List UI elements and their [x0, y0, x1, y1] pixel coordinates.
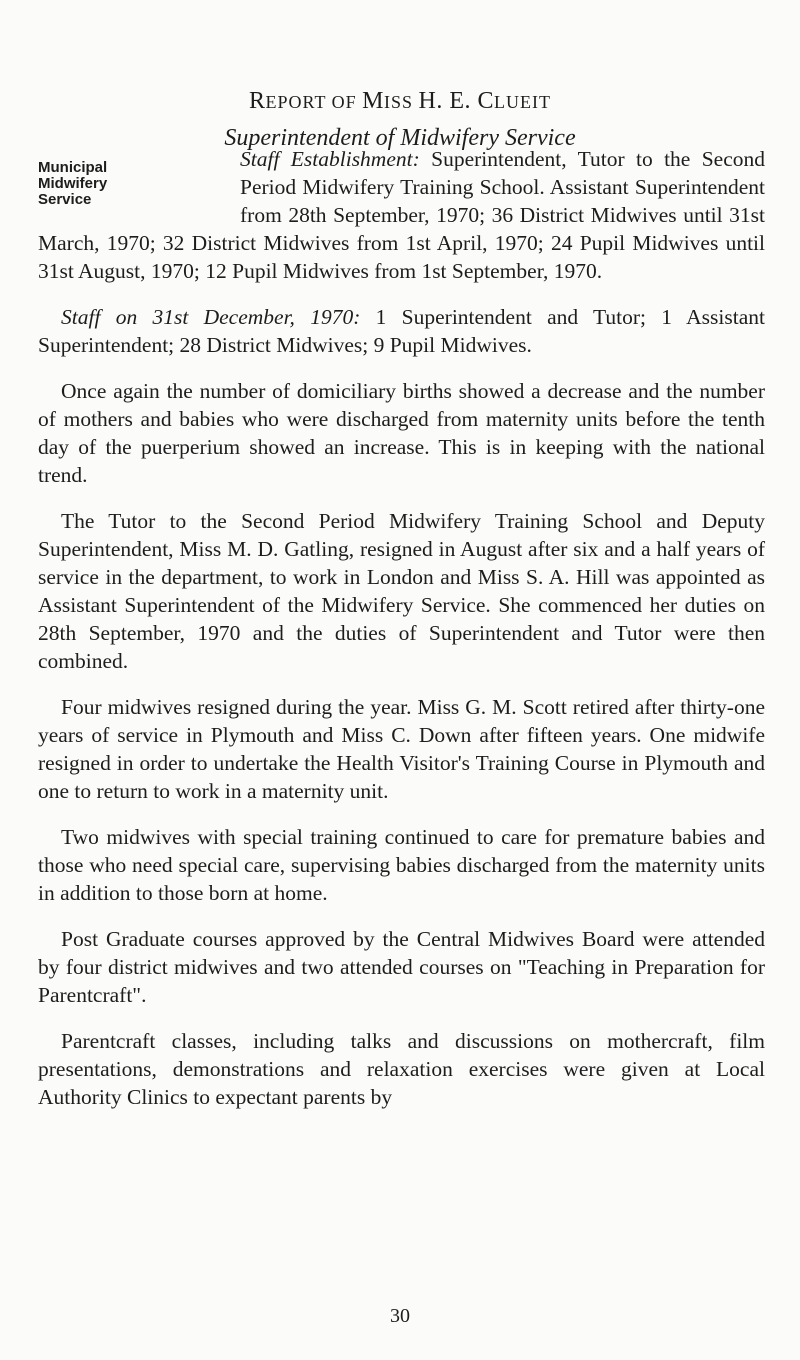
staff-december-label: Staff on 31st December, 1970:	[61, 305, 361, 329]
report-title	[0, 88, 800, 115]
margin-note-spacer	[38, 145, 240, 229]
title-initial-r: R	[249, 88, 266, 114]
paragraph-post-graduate: Post Graduate courses approved by the Central Midwives Board were attended by four district midwives and two attended courses on "Teaching in Preparation for Parentcraft".	[38, 927, 765, 1007]
paragraph-parentcraft: Parentcraft classes, including talks and discussions on mothercraft, film presentations, demonstrations and relaxation exercises were given at Local Authority Clinics to expectant parents by	[38, 1029, 765, 1109]
paragraph-staff-december	[38, 303, 765, 359]
report-body	[38, 145, 765, 1129]
margin-heading-line: Midwifery	[38, 175, 108, 192]
title-initial-m: M	[362, 88, 384, 114]
paragraph-midwives-resigned: Four midwives resigned during the year. Miss G. M. Scott retired after thirty-one years of service in Plymouth and Miss C. Down after fifteen years. One midwife resigned in order to undertake the Health Visitor's Training Course in Plymouth and one to return to work in a maternity unit.	[38, 695, 765, 803]
margin-heading-line: Municipal	[38, 159, 108, 176]
staff-establishment-text: Superintendent, Tutor to the Second Period Midwifery Training School. Assistant Superintendent from 28th September, 1970; 36 District Midwives until 31st March, 1970; 32 District Midwives from 1st April, 1970; 24 Pupil Midwives until 31st August, 1970; 12 Pupil Midwives from 1st September, 1970.	[38, 147, 765, 283]
paragraph-tutor-resignation: The Tutor to the Second Period Midwifery Training School and Deputy Superintendent, Miss M. D. Gatling, resigned in August after six and a half years of service in the department, to work in London and Miss S. A. Hill was appointed as Assistant Superintendent of the Midwifery Service. She commenced her duties on 28th September, 1970 and the duties of Superintendent and Tutor were then combined.	[38, 509, 765, 673]
staff-establishment-label: Staff Establishment:	[240, 147, 420, 171]
staff-december-text: 1 Superintendent and Tutor; 1 Assistant Superintendent; 28 District Midwives; 9 Pupil Midwives.	[38, 305, 765, 357]
title-word-report: EPORT	[265, 92, 327, 112]
margin-heading-line: Service	[38, 191, 92, 208]
title-initials: H. E. C	[418, 88, 494, 114]
report-subtitle: Superintendent of Midwifery Service	[224, 125, 576, 151]
paragraph-special-training: Two midwives with special training continued to care for premature babies and those who need special care, supervising babies discharged from the maternity units in addition to those born at home.	[38, 825, 765, 905]
page-number: 30	[390, 1305, 410, 1327]
paragraph-domiciliary-births: Once again the number of domiciliary births showed a decrease and the number of mothers and babies who were discharged from maternity units before the tenth day of the puerperium showed an increase. This is in keeping with the national trend.	[38, 379, 765, 487]
title-word-of: OF	[326, 92, 363, 112]
title-surname: LUEIT	[494, 92, 551, 112]
title-word-miss: ISS	[383, 92, 419, 112]
